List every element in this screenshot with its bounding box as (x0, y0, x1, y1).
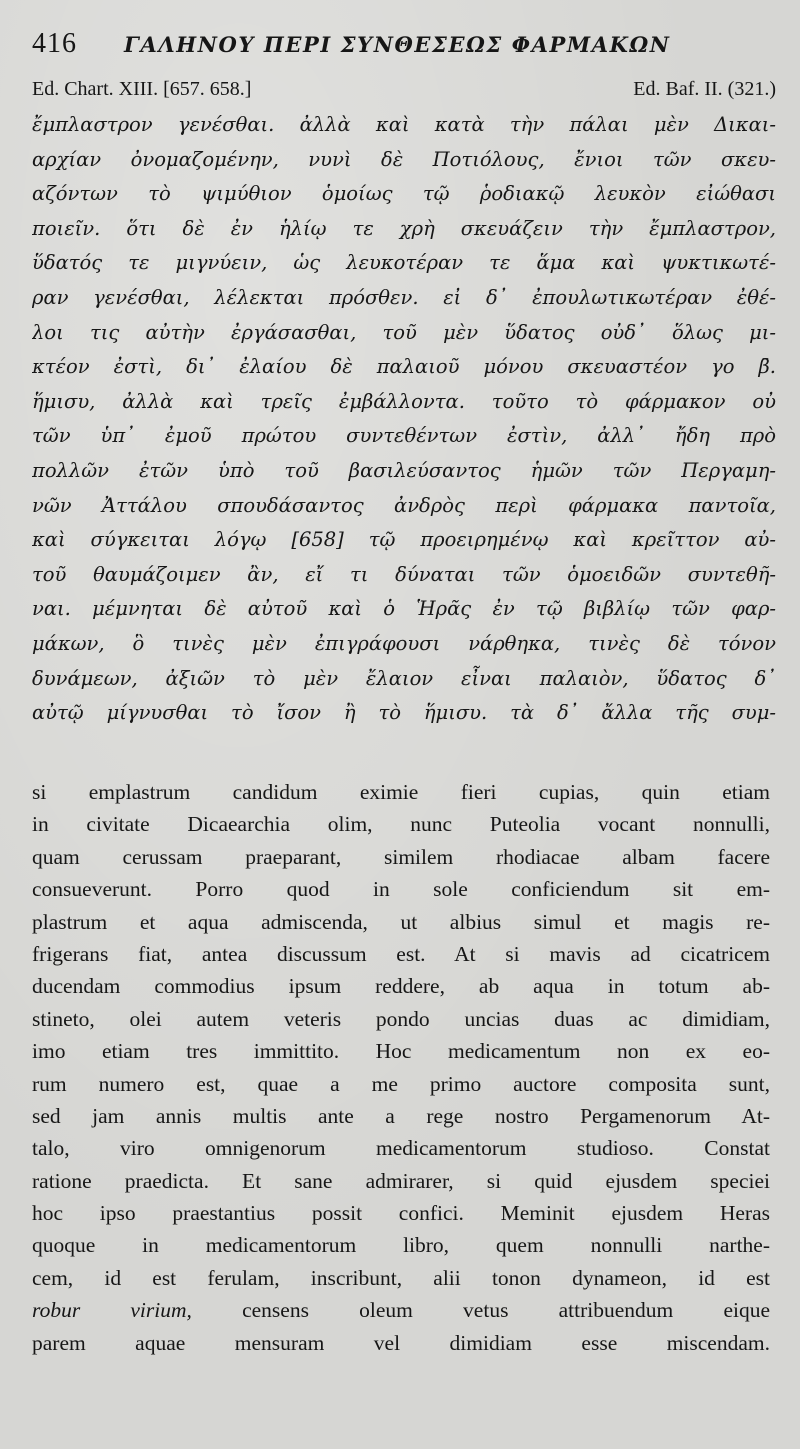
latin-line: talo, viro omnigenorum medicamentorum studioso. Constat (32, 1136, 770, 1161)
edition-reference-basel: Ed. Baf. II. (321.) (633, 78, 776, 100)
latin-line: plastrum et aqua admiscenda, ut albius simul et magis re- (32, 909, 770, 934)
latin-translation-block (32, 776, 770, 1359)
latin-line-with-italic (32, 1294, 770, 1326)
greek-line: αὐτῷ μίγνυσθαι τὸ ἴσον ἢ τὸ ἥμισυ. τὰ δ᾽ ἄλλα τῆς συμ- (32, 701, 776, 725)
greek-line: ραν γενέσθαι, λέλεκται πρόσθεν. εἰ δ᾽ ἐπουλωτικωτέραν ἐθέ- (32, 285, 776, 309)
latin-line: parem aquae mensuram vel dimidiam esse miscendam. (32, 1330, 770, 1355)
greek-line: πολλῶν ἐτῶν ὑπὸ τοῦ βασιλεύσαντος ἡμῶν τῶν Περγαμη- (32, 458, 776, 482)
running-title: ΓΑΛΗΝΟΥ ΠΕΡΙ ΣΥΝΘΕΣΕΩΣ ΦΑΡΜΑΚΩΝ (124, 32, 671, 57)
latin-line: quoque in medicamentorum libro, quem nonnulli narthe- (32, 1233, 770, 1258)
greek-text-block (32, 108, 776, 731)
greek-line: τοῦ θαυμάζοιμεν ἂν, εἴ τι δύναται τῶν ὁμοειδῶν συντεθῆ- (32, 562, 776, 586)
greek-line: δυνάμεων, ἀξιῶν τὸ μὲν ἔλαιον εἶναι παλαιὸν, ὕδατος δ᾽ (32, 666, 776, 690)
page-number: 416 (32, 28, 77, 59)
greek-line: μάκων, ὃ τινὲς μὲν ἐπιγράφουσι νάρθηκα, τινὲς δὲ τόνον (32, 631, 776, 655)
greek-line: ποιεῖν. ὅτι δὲ ἐν ἡλίῳ τε χρὴ σκευάζειν τὴν ἔμπλαστρον, (32, 216, 776, 240)
latin-line: hoc ipso praestantius possit confici. Meminit ejusdem Heras (32, 1201, 770, 1226)
greek-line: ὕδατός τε μιγνύειν, ὡς λευκοτέραν τε ἅμα καὶ ψυκτικωτέ- (32, 251, 776, 275)
latin-line: cem, id est ferulam, inscribunt, alii tonon dynameon, id est (32, 1265, 770, 1290)
latin-line: ratione praedicta. Et sane admirarer, si quid ejusdem speciei (32, 1168, 770, 1193)
page-header (32, 28, 772, 68)
latin-line: quam cerussam praeparant, similem rhodiacae albam facere (32, 844, 770, 869)
greek-line: λοι τις αὐτὴν ἐργάσασθαι, τοῦ μὲν ὕδατος οὐδ᾽ ὅλως μι- (32, 320, 776, 344)
edition-reference-chartier: Ed. Chart. XIII. [657. 658.] (32, 78, 252, 100)
latin-line: in civitate Dicaearchia olim, nunc Puteolia vocant nonnulli, (32, 812, 770, 837)
greek-line: αρχίαν ὀνομαζομένην, νυνὶ δὲ Ποτιόλους, ἔνιοι τῶν σκευ- (32, 147, 776, 171)
latin-italic-phrase: robur virium, (32, 1298, 192, 1323)
latin-line: si emplastrum candidum eximie fieri cupias, quin etiam (32, 780, 770, 804)
latin-line: consueverunt. Porro quod in sole conficiendum sit em- (32, 877, 770, 902)
greek-line: κτέον ἐστὶ, δι᾽ ἐλαίου δὲ παλαιοῦ μόνου σκευαστέον γο β̄. (32, 355, 776, 379)
latin-line: frigerans fiat, antea discussum est. At si mavis ad cicatricem (32, 941, 770, 966)
greek-line: ἔμπλαστρον γενέσθαι. ἀλλὰ καὶ κατὰ τὴν πάλαι μὲν Δικαι- (32, 113, 776, 136)
latin-line-remainder: censens oleum vetus attribuendum eique (191, 1298, 770, 1323)
edition-references (32, 78, 776, 106)
greek-line: τῶν ὑπ᾽ ἐμοῦ πρώτου συντεθέντων ἐστὶν, ἀλλ᾽ ἤδη πρὸ (32, 424, 776, 448)
greek-line: καὶ σύγκειται λόγῳ [658] τῷ προειρημένῳ καὶ κρεῖττον αὐ- (32, 528, 776, 552)
latin-line: imo etiam tres immittito. Hoc medicamentum non ex eo- (32, 1039, 770, 1064)
latin-line: rum numero est, quae a me primo auctore composita sunt, (32, 1071, 770, 1096)
latin-line: sed jam annis multis ante a rege nostro Pergamenorum At- (32, 1103, 770, 1128)
greek-line: αζόντων τὸ ψιμύθιον ὁμοίως τῷ ῥοδιακῷ λευκὸν εἰώθασι (32, 182, 776, 206)
latin-line: ducendam commodius ipsum reddere, ab aqua in totum ab- (32, 974, 770, 999)
greek-line: νῶν Ἀττάλου σπουδάσαντος ἀνδρὸς περὶ φάρμακα παντοῖα, (32, 493, 776, 517)
greek-line: ἥμισυ, ἀλλὰ καὶ τρεῖς ἐμβάλλοντα. τοῦτο τὸ φάρμακον οὐ (32, 389, 776, 413)
greek-line: ναι. μέμνηται δὲ αὐτοῦ καὶ ὁ Ἡρᾶς ἐν τῷ βιβλίῳ τῶν φαρ- (32, 597, 776, 621)
latin-line: stineto, olei autem veteris pondo uncias duas ac dimidiam, (32, 1006, 770, 1031)
